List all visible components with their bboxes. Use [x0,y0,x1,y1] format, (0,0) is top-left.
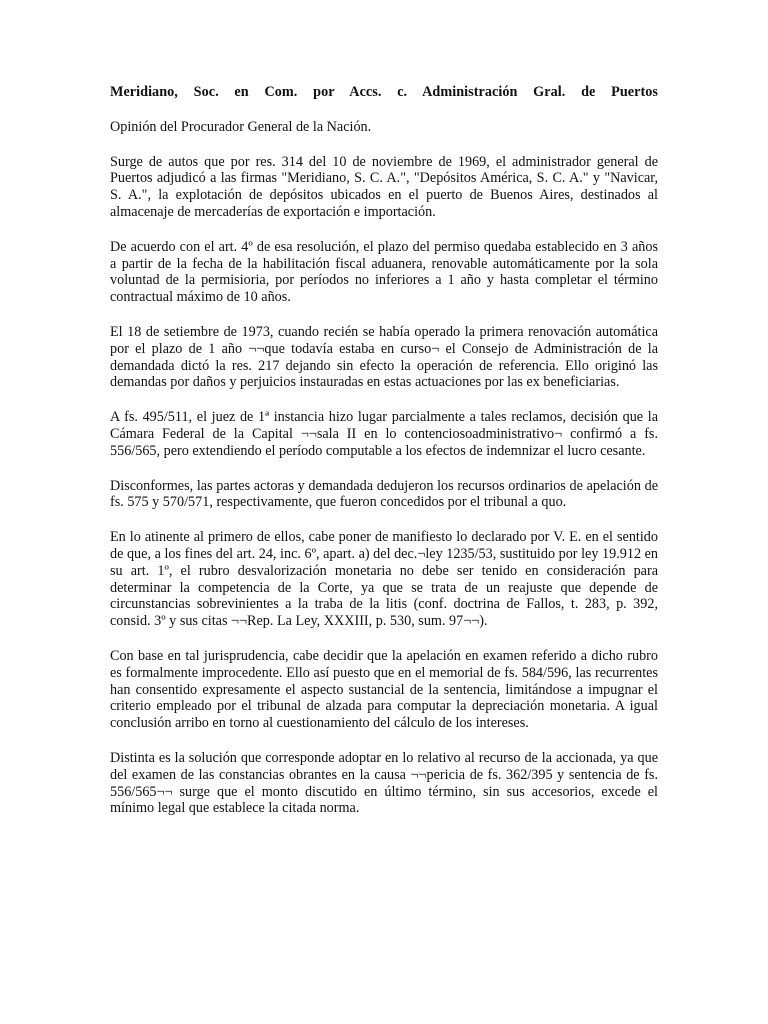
document-title: Meridiano, Soc. en Com. por Accs. c. Administración Gral. de Puertos [110,84,658,100]
paragraph-7: Con base en tal jurisprudencia, cabe decidir que la apelación en examen referido a dicho rubro es formalmente improcedente. Ello así puesto que en el memorial de fs. 584/596, las recurrentes han consentido expresamente el aspecto sustancial de la sentencia, limitándose a impugnar el criterio empleado por el tribunal de alzada para computar la depreciación monetaria. A igual conclusión arribo en torno al cuestionamiento del cálculo de los intereses. [110,647,658,732]
paragraph-4: A fs. 495/511, el juez de 1ª instancia hizo lugar parcialmente a tales reclamos, decisión que la Cámara Federal de la Capital ¬¬sala II en lo contenciosoadministrativo¬ confirmó a fs. 556/565, pero extendiendo el período computable a los efectos de indemnizar el lucro cesante. [110,409,658,459]
paragraph-opinion-heading: Opinión del Procurador General de la Nación. [110,118,372,135]
paragraph-8: Distinta es la solución que corresponde adoptar en lo relativo al recurso de la accionada, ya que del examen de las constancias obrantes en la causa ¬¬pericia de fs. 362/395 y sentencia de fs. 556/565¬¬ surge que el monto discutido en último término, sin sus accesorios, excede el mínimo legal que establece la citada norma. [110,749,658,817]
paragraph-1: Surge de autos que por res. 314 del 10 de noviembre de 1969, el administrador general de Puertos adjudicó a las firmas "Meridiano, S. C. A.", "Depósitos América, S. C. A." y "Navicar, S. A.", la explotación de depósitos ubicados en el puerto de Buenos Aires, destinados al almacenaje de mercaderías de exportación e importación. [110,153,658,220]
paragraph-5: Disconformes, las partes actoras y demandada dedujeron los recursos ordinarios de apelación de fs. 575 y 570/571, respectivamente, que fueron concedidos por el tribunal a quo. [110,477,658,511]
paragraph-3: El 18 de setiembre de 1973, cuando recién se había operado la primera renovación automática por el plazo de 1 año ¬¬que todavía estaba en curso¬ el Consejo de Administración de la demandada dictó la res. 217 dejando sin efecto la operación de referencia. Ello originó las demandas por daños y perjuicios instauradas en estas actuaciones por las ex beneficiarias. [110,323,658,391]
paragraph-6: En lo atinente al primero de ellos, cabe poner de manifiesto lo declarado por V. E. en el sentido de que, a los fines del art. 24, inc. 6º, apart. a) del dec.¬ley 1235/53, sustituido por ley 19.912 en su art. 1º, el rubro desvalorización monetaria no debe ser tenido en consideración para determinar la competencia de la Corte, ya que se trata de un reajuste que depende de circunstancias sobrevinientes a la traba de la litis (conf. doctrina de Fallos, t. 283, p. 392, consid. 3º y sus citas ¬¬Rep. La Ley, XXXIII, p. 530, sum. 97¬¬). [110,529,658,630]
document-page [110,84,658,835]
paragraph-2: De acuerdo con el art. 4º de esa resolución, el plazo del permiso quedaba establecido en 3 años a partir de la fecha de la habilitación fiscal aduanera, renovable automáticamente por la sola voluntad de la permisioria, por períodos no inferiores a 1 año y hasta completar el término contractual máximo de 10 años. [110,238,658,306]
